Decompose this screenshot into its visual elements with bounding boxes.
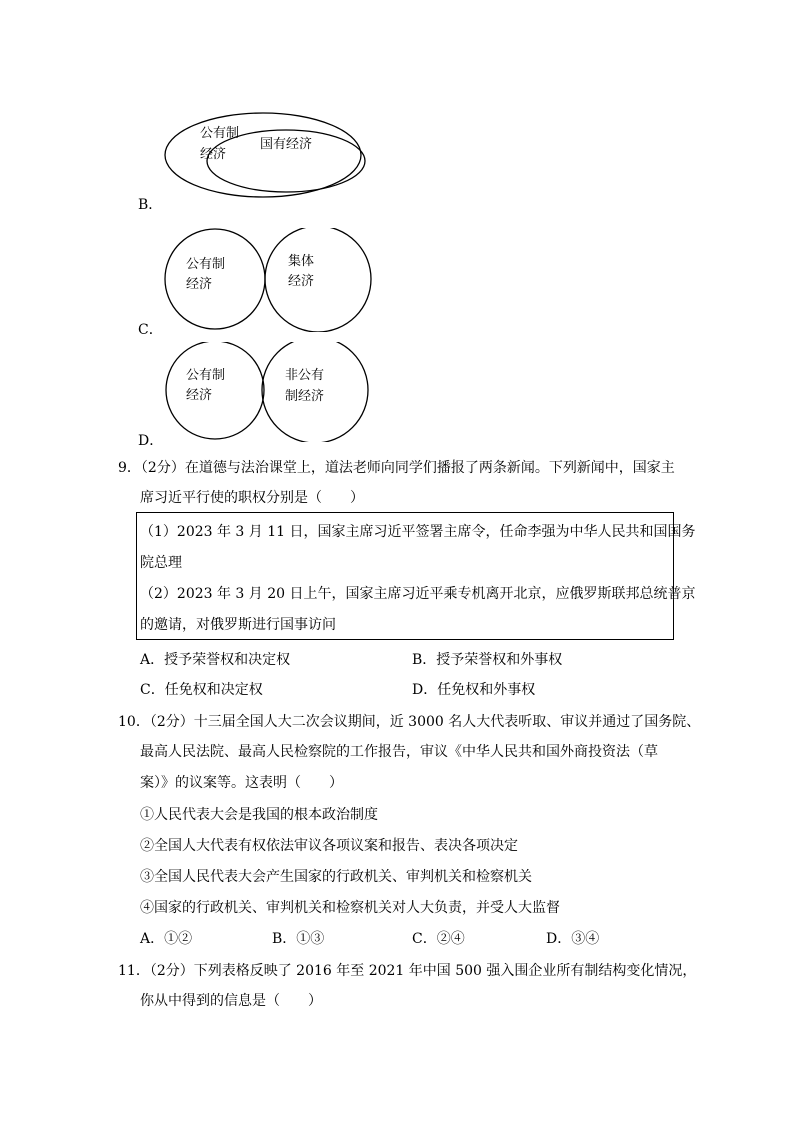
left-label-line2: 经济 — [186, 388, 213, 403]
inner-label: 国有经济 — [260, 137, 313, 152]
right-label-line2: 制经济 — [285, 389, 325, 404]
option-b-diagram — [160, 110, 370, 210]
option-c-diagram — [160, 228, 380, 332]
q9-news1-line2: 院总理 — [140, 555, 182, 571]
q10-item-4: ④国家的行政机关、审判机关和检察机关对人大负责，并受人大监督 — [140, 900, 560, 916]
outer-ellipse — [165, 113, 361, 197]
q11-stem-line1: 11．（2分）下列表格反映了 2016 年至 2021 年中国 500 强入围企业所有制结构变化情况， — [118, 963, 697, 979]
q11-stem-line2: 你从中得到的信息是（ ） — [140, 993, 322, 1009]
left-circle — [165, 229, 265, 329]
outer-label-line1: 公有制 — [200, 126, 240, 141]
q9-stem-line2: 席习近平行使的职权分别是（ ） — [140, 490, 364, 506]
q9-news2-line2: 的邀请，对俄罗斯进行国事访问 — [140, 617, 336, 633]
separate-circles-diagram — [160, 228, 380, 332]
q9-news2-line1: （2）2023 年 3 月 20 日上午，国家主席习近平乘专机离开北京，应俄罗斯联邦总统普京 — [140, 586, 696, 602]
option-d-diagram — [160, 342, 380, 442]
q10-stem-line3: 案）》的议案等。这表明（ ） — [140, 775, 343, 791]
q10-choice-b[interactable]: B．①③ — [272, 931, 325, 947]
q9-news1-line1: （1）2023 年 3 月 11 日，国家主席习近平签署主席令，任命李强为中华人民共和国国务 — [140, 524, 696, 540]
q10-stem-line1: 10．（2分）十三届全国人大二次会议期间，近 3000 名人大代表听取、审议并通过了国务院、 — [118, 714, 701, 730]
q10-choice-d[interactable]: D．③④ — [546, 931, 600, 947]
q10-choice-c[interactable]: C．②④ — [412, 931, 465, 947]
left-label-line2: 经济 — [186, 277, 213, 292]
q9-choice-a[interactable]: A．授予荣誉权和决定权 — [140, 652, 291, 668]
q9-stem-line1: 9．（2分）在道德与法治课堂上，道法老师向同学们播报了两条新闻。下列新闻中，国家主 — [118, 460, 675, 476]
right-label-line1: 集体 — [288, 254, 315, 269]
q10-item-2: ②全国人大代表有权依法审议各项议案和报告、表决各项决定 — [140, 838, 518, 854]
outer-label-line2: 经济 — [200, 147, 227, 162]
q10-stem-line2: 最高人民法院、最高人民检察院的工作报告，审议《中华人民共和国外商投资法（草 — [140, 744, 658, 760]
option-c-label: C． — [138, 322, 163, 338]
q9-choice-d[interactable]: D．任免权和外事权 — [412, 682, 536, 698]
left-circle — [166, 342, 264, 439]
q10-item-1: ①人民代表大会是我国的根本政治制度 — [140, 807, 378, 823]
left-label-line1: 公有制 — [186, 257, 226, 272]
option-d-label: D． — [138, 433, 164, 449]
right-label-line1: 非公有 — [285, 368, 325, 383]
q10-choice-a[interactable]: A．①② — [140, 931, 193, 947]
nested-ellipse-diagram — [160, 110, 370, 210]
q9-choice-c[interactable]: C．任免权和决定权 — [140, 682, 263, 698]
right-circle — [265, 228, 371, 332]
touching-circles-diagram — [160, 342, 380, 442]
right-label-line2: 经济 — [288, 274, 315, 289]
q10-item-3: ③全国人民代表大会产生国家的行政机关、审判机关和检察机关 — [140, 869, 532, 885]
q9-choice-b[interactable]: B．授予荣誉权和外事权 — [412, 652, 563, 668]
option-b-label: B． — [138, 197, 163, 213]
left-label-line1: 公有制 — [186, 368, 226, 383]
